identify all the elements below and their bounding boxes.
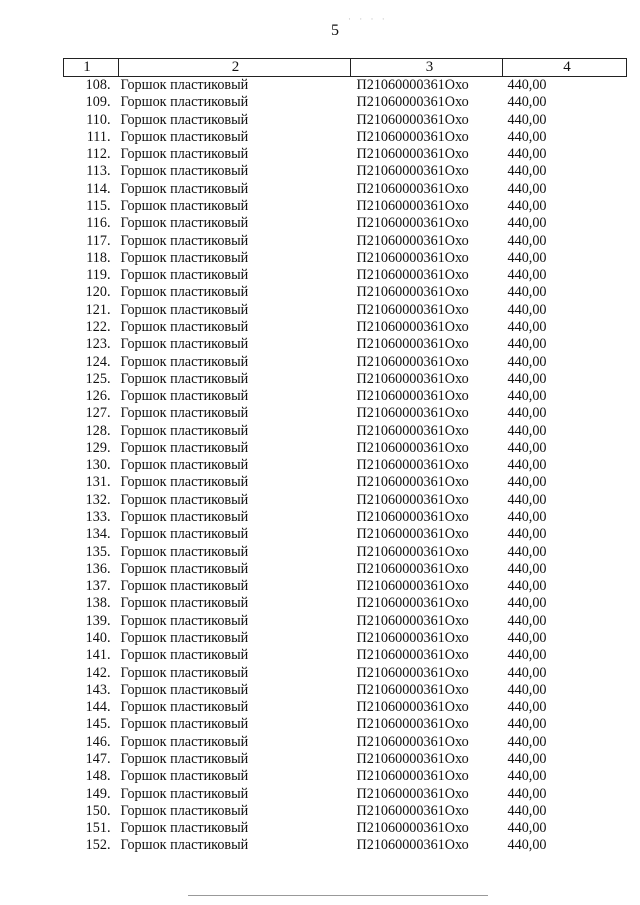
item-name: Горшок пластиковый bbox=[120, 457, 249, 474]
table-row bbox=[64, 129, 627, 146]
inventory-code: П21060000361Охо bbox=[356, 491, 469, 508]
row-number: 149. bbox=[85, 785, 111, 802]
inventory-code: П21060000361Охо bbox=[356, 249, 469, 266]
item-price: 440,00 bbox=[507, 318, 547, 335]
table-row bbox=[64, 682, 627, 699]
item-price: 440,00 bbox=[507, 630, 547, 646]
item-price: 440,00 bbox=[507, 111, 547, 128]
row-number: 128. bbox=[85, 422, 111, 439]
column-header-1: 1 bbox=[64, 59, 119, 77]
inventory-code: П21060000361Охо bbox=[356, 94, 469, 111]
inventory-code: П21060000361Охо bbox=[356, 785, 469, 802]
item-name: Горшок пластиковый bbox=[120, 388, 249, 405]
table-row bbox=[64, 837, 627, 854]
item-price: 440,00 bbox=[507, 733, 547, 750]
row-number: 120. bbox=[85, 284, 111, 301]
table-row bbox=[64, 112, 627, 129]
table-row bbox=[64, 371, 627, 388]
inventory-code: П21060000361Охо bbox=[356, 578, 469, 595]
inventory-code: П21060000361Охо bbox=[356, 526, 469, 543]
item-name: Горшок пластиковый bbox=[120, 578, 249, 595]
inventory-code: П21060000361Охо bbox=[356, 128, 469, 145]
table-row bbox=[64, 267, 627, 284]
row-number: 119. bbox=[86, 267, 111, 284]
item-price: 440,00 bbox=[507, 284, 547, 301]
item-name: Горшок пластиковый bbox=[120, 664, 249, 681]
row-number: 123. bbox=[85, 336, 111, 353]
item-name: Горшок пластиковый bbox=[120, 681, 249, 698]
row-number: 117. bbox=[86, 232, 111, 249]
inventory-code: П21060000361Охо bbox=[356, 509, 469, 526]
row-number: 146. bbox=[85, 733, 111, 750]
scan-speck: · · · · bbox=[348, 14, 388, 24]
item-price: 440,00 bbox=[507, 612, 547, 629]
table-row bbox=[64, 423, 627, 440]
table-row bbox=[64, 354, 627, 371]
item-price: 440,00 bbox=[507, 388, 547, 405]
item-price: 440,00 bbox=[507, 595, 547, 612]
inventory-code: П21060000361Охо bbox=[356, 180, 469, 197]
table-row bbox=[64, 820, 627, 837]
table-row bbox=[64, 578, 627, 595]
item-name: Горшок пластиковый bbox=[120, 612, 249, 629]
inventory-code: П21060000361Охо bbox=[356, 422, 469, 439]
table-row bbox=[64, 613, 627, 630]
table-row bbox=[64, 647, 627, 664]
row-number: 143. bbox=[85, 681, 111, 698]
column-header-2: 2 bbox=[119, 59, 351, 77]
item-price: 440,00 bbox=[507, 820, 547, 837]
item-name: Горшок пластиковый bbox=[120, 405, 249, 422]
item-price: 440,00 bbox=[507, 232, 547, 249]
table-row bbox=[64, 457, 627, 474]
row-number: 140. bbox=[85, 630, 111, 646]
inventory-code: П21060000361Охо bbox=[356, 457, 469, 474]
inventory-code: П21060000361Охо bbox=[356, 699, 469, 716]
row-number: 126. bbox=[85, 388, 111, 405]
item-price: 440,00 bbox=[507, 146, 547, 163]
item-price: 440,00 bbox=[507, 716, 547, 733]
bottom-rule bbox=[188, 895, 488, 896]
row-number: 112. bbox=[86, 146, 111, 163]
column-header-4: 4 bbox=[503, 59, 627, 77]
table-row bbox=[64, 440, 627, 457]
table-body bbox=[64, 77, 627, 855]
item-name: Горшок пластиковый bbox=[120, 146, 249, 163]
item-name: Горшок пластиковый bbox=[120, 284, 249, 301]
inventory-code: П21060000361Охо bbox=[356, 215, 469, 232]
item-price: 440,00 bbox=[507, 336, 547, 353]
inventory-code: П21060000361Охо bbox=[356, 733, 469, 750]
inventory-code: П21060000361Охо bbox=[356, 750, 469, 767]
item-name: Горшок пластиковый bbox=[120, 249, 249, 266]
row-number: 148. bbox=[85, 768, 111, 785]
item-price: 440,00 bbox=[507, 267, 547, 284]
inventory-code: П21060000361Охо bbox=[356, 802, 469, 819]
table-row bbox=[64, 405, 627, 422]
item-price: 440,00 bbox=[507, 526, 547, 543]
row-number: 113. bbox=[86, 163, 111, 180]
table-row bbox=[64, 544, 627, 561]
item-name: Горшок пластиковый bbox=[120, 301, 249, 318]
inventory-code: П21060000361Охо bbox=[356, 267, 469, 284]
item-price: 440,00 bbox=[507, 491, 547, 508]
row-number: 132. bbox=[85, 491, 111, 508]
table-row bbox=[64, 768, 627, 785]
row-number: 121. bbox=[85, 301, 111, 318]
table-row bbox=[64, 474, 627, 491]
item-price: 440,00 bbox=[507, 249, 547, 266]
item-name: Горшок пластиковый bbox=[120, 370, 249, 387]
item-name: Горшок пластиковый bbox=[120, 474, 249, 491]
inventory-code: П21060000361Охо bbox=[356, 439, 469, 456]
inventory-code: П21060000361Охо bbox=[356, 837, 469, 854]
inventory-code: П21060000361Охо bbox=[356, 716, 469, 733]
row-number: 115. bbox=[86, 197, 111, 214]
item-price: 440,00 bbox=[507, 785, 547, 802]
row-number: 141. bbox=[85, 647, 111, 664]
row-number: 147. bbox=[85, 750, 111, 767]
item-price: 440,00 bbox=[507, 457, 547, 474]
table-row bbox=[64, 198, 627, 215]
item-price: 440,00 bbox=[507, 647, 547, 664]
item-name: Горшок пластиковый bbox=[120, 353, 249, 370]
item-name: Горшок пластиковый bbox=[120, 128, 249, 145]
inventory-code: П21060000361Охо bbox=[356, 612, 469, 629]
item-price: 440,00 bbox=[507, 370, 547, 387]
item-name: Горшок пластиковый bbox=[120, 197, 249, 214]
item-name: Горшок пластиковый bbox=[120, 837, 249, 854]
inventory-code: П21060000361Охо bbox=[356, 647, 469, 664]
row-number: 118. bbox=[86, 249, 111, 266]
inventory-code: П21060000361Охо bbox=[356, 543, 469, 560]
item-price: 440,00 bbox=[507, 509, 547, 526]
table-row bbox=[64, 595, 627, 612]
inventory-code: П21060000361Охо bbox=[356, 474, 469, 491]
table-row bbox=[64, 803, 627, 820]
item-price: 440,00 bbox=[507, 197, 547, 214]
table-row bbox=[64, 699, 627, 716]
item-price: 440,00 bbox=[507, 681, 547, 698]
item-name: Горшок пластиковый bbox=[120, 267, 249, 284]
row-number: 135. bbox=[85, 543, 111, 560]
table-row bbox=[64, 336, 627, 353]
item-price: 440,00 bbox=[507, 802, 547, 819]
item-price: 440,00 bbox=[507, 77, 547, 93]
item-name: Горшок пластиковый bbox=[120, 491, 249, 508]
page-number: 5 bbox=[331, 22, 339, 39]
item-price: 440,00 bbox=[507, 180, 547, 197]
item-name: Горшок пластиковый bbox=[120, 232, 249, 249]
table-row bbox=[64, 146, 627, 163]
inventory-code: П21060000361Охо bbox=[356, 318, 469, 335]
item-price: 440,00 bbox=[507, 405, 547, 422]
column-header-3: 3 bbox=[351, 59, 503, 77]
table-row bbox=[64, 630, 627, 647]
item-name: Горшок пластиковый bbox=[120, 802, 249, 819]
table-header-row bbox=[64, 59, 627, 77]
item-price: 440,00 bbox=[507, 439, 547, 456]
table-row bbox=[64, 786, 627, 803]
item-name: Горшок пластиковый bbox=[120, 336, 249, 353]
inventory-code: П21060000361Охо bbox=[356, 353, 469, 370]
table-row bbox=[64, 665, 627, 682]
item-price: 440,00 bbox=[507, 750, 547, 767]
row-number: 114. bbox=[86, 180, 111, 197]
table-row bbox=[64, 526, 627, 543]
item-name: Горшок пластиковый bbox=[120, 785, 249, 802]
item-name: Горшок пластиковый bbox=[120, 163, 249, 180]
inventory-code: П21060000361Охо bbox=[356, 388, 469, 405]
item-name: Горшок пластиковый bbox=[120, 180, 249, 197]
table-row bbox=[64, 302, 627, 319]
inventory-code: П21060000361Охо bbox=[356, 768, 469, 785]
table-row bbox=[64, 492, 627, 509]
row-number: 150. bbox=[85, 802, 111, 819]
item-price: 440,00 bbox=[507, 301, 547, 318]
item-name: Горшок пластиковый bbox=[120, 215, 249, 232]
table-row bbox=[64, 319, 627, 336]
item-price: 440,00 bbox=[507, 94, 547, 111]
table-row bbox=[64, 561, 627, 578]
row-number: 127. bbox=[85, 405, 111, 422]
item-name: Горшок пластиковый bbox=[120, 543, 249, 560]
item-price: 440,00 bbox=[507, 837, 547, 854]
row-number: 139. bbox=[85, 612, 111, 629]
inventory-code: П21060000361Охо bbox=[356, 77, 469, 93]
row-number: 122. bbox=[85, 318, 111, 335]
inventory-code: П21060000361Охо bbox=[356, 284, 469, 301]
item-name: Горшок пластиковый bbox=[120, 647, 249, 664]
row-number: 137. bbox=[85, 578, 111, 595]
item-name: Горшок пластиковый bbox=[120, 595, 249, 612]
row-number: 111. bbox=[86, 128, 111, 145]
table-row bbox=[64, 77, 627, 95]
item-name: Горшок пластиковый bbox=[120, 699, 249, 716]
item-name: Горшок пластиковый bbox=[120, 820, 249, 837]
inventory-code: П21060000361Охо bbox=[356, 681, 469, 698]
table-row bbox=[64, 284, 627, 301]
row-number: 124. bbox=[85, 353, 111, 370]
item-name: Горшок пластиковый bbox=[120, 318, 249, 335]
row-number: 116. bbox=[86, 215, 111, 232]
row-number: 136. bbox=[85, 560, 111, 577]
item-name: Горшок пластиковый bbox=[120, 733, 249, 750]
inventory-code: П21060000361Охо bbox=[356, 664, 469, 681]
row-number: 145. bbox=[85, 716, 111, 733]
table-row bbox=[64, 233, 627, 250]
inventory-code: П21060000361Охо bbox=[356, 146, 469, 163]
table-row bbox=[64, 215, 627, 232]
inventory-code: П21060000361Охо bbox=[356, 405, 469, 422]
inventory-code: П21060000361Охо bbox=[356, 232, 469, 249]
item-price: 440,00 bbox=[507, 664, 547, 681]
item-price: 440,00 bbox=[507, 768, 547, 785]
inventory-code: П21060000361Охо bbox=[356, 111, 469, 128]
inventory-code: П21060000361Охо bbox=[356, 630, 469, 646]
row-number: 133. bbox=[85, 509, 111, 526]
table-row bbox=[64, 716, 627, 733]
item-name: Горшок пластиковый bbox=[120, 716, 249, 733]
item-name: Горшок пластиковый bbox=[120, 509, 249, 526]
row-number: 109. bbox=[85, 94, 111, 111]
inventory-code: П21060000361Охо bbox=[356, 595, 469, 612]
table-row bbox=[64, 509, 627, 526]
table-row bbox=[64, 751, 627, 768]
item-name: Горшок пластиковый bbox=[120, 630, 249, 646]
item-price: 440,00 bbox=[507, 163, 547, 180]
row-number: 134. bbox=[85, 526, 111, 543]
inventory-code: П21060000361Охо bbox=[356, 370, 469, 387]
inventory-code: П21060000361Охо bbox=[356, 163, 469, 180]
row-number: 108. bbox=[85, 77, 111, 93]
inventory-code: П21060000361Охо bbox=[356, 197, 469, 214]
table-row bbox=[64, 250, 627, 267]
inventory-code: П21060000361Охо bbox=[356, 336, 469, 353]
table-row bbox=[64, 388, 627, 405]
row-number: 130. bbox=[85, 457, 111, 474]
inventory-code: П21060000361Охо bbox=[356, 820, 469, 837]
item-price: 440,00 bbox=[507, 699, 547, 716]
item-price: 440,00 bbox=[507, 543, 547, 560]
row-number: 151. bbox=[85, 820, 111, 837]
item-name: Горшок пластиковый bbox=[120, 526, 249, 543]
item-name: Горшок пластиковый bbox=[120, 560, 249, 577]
item-price: 440,00 bbox=[507, 128, 547, 145]
item-price: 440,00 bbox=[507, 215, 547, 232]
table-row bbox=[64, 181, 627, 198]
item-price: 440,00 bbox=[507, 353, 547, 370]
item-name: Горшок пластиковый bbox=[120, 77, 249, 93]
table-row bbox=[64, 163, 627, 180]
item-price: 440,00 bbox=[507, 422, 547, 439]
item-name: Горшок пластиковый bbox=[120, 422, 249, 439]
item-name: Горшок пластиковый bbox=[120, 111, 249, 128]
row-number: 142. bbox=[85, 664, 111, 681]
row-number: 110. bbox=[86, 111, 111, 128]
item-name: Горшок пластиковый bbox=[120, 439, 249, 456]
item-name: Горшок пластиковый bbox=[120, 768, 249, 785]
row-number: 152. bbox=[85, 837, 111, 854]
item-name: Горшок пластиковый bbox=[120, 94, 249, 111]
item-price: 440,00 bbox=[507, 474, 547, 491]
item-price: 440,00 bbox=[507, 578, 547, 595]
row-number: 125. bbox=[85, 370, 111, 387]
item-name: Горшок пластиковый bbox=[120, 750, 249, 767]
inventory-code: П21060000361Охо bbox=[356, 301, 469, 318]
inventory-code: П21060000361Охо bbox=[356, 560, 469, 577]
row-number: 144. bbox=[85, 699, 111, 716]
item-price: 440,00 bbox=[507, 560, 547, 577]
row-number: 138. bbox=[85, 595, 111, 612]
items-table bbox=[63, 58, 627, 855]
row-number: 131. bbox=[85, 474, 111, 491]
row-number: 129. bbox=[85, 439, 111, 456]
table-row bbox=[64, 734, 627, 751]
table-row bbox=[64, 94, 627, 111]
